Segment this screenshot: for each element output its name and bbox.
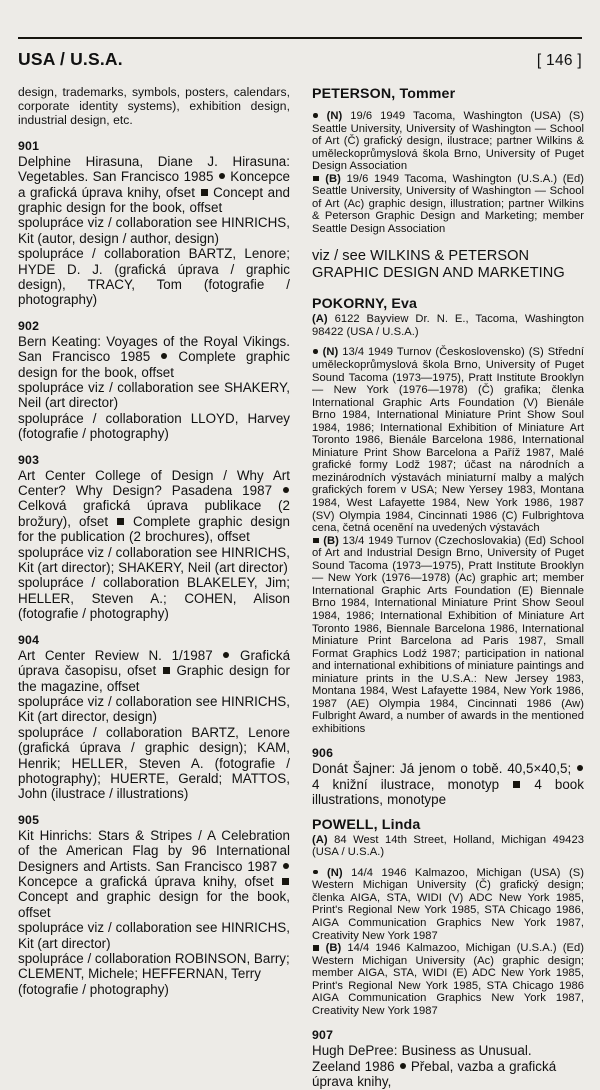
czech-bullet-icon	[313, 870, 318, 875]
english-square-icon	[513, 781, 520, 788]
czech-bullet-icon	[223, 652, 229, 658]
entry-collaboration-line: spolupráce viz / collaboration see HINRICHS, Kit (art director)	[18, 920, 290, 951]
left-column	[18, 85, 291, 997]
entry-czech-text: Grafická úprava časopisu, ofset	[18, 647, 291, 679]
english-square-icon	[313, 945, 319, 951]
entry-czech-text: Koncepce a grafická úprava knihy, ofset	[18, 873, 274, 889]
entry-english-text: Concept and graphic design for the book, offset	[18, 184, 291, 215]
entry-title-text: Kit Hinrichs: Stars & Stripes / A Celebration of the American Flag by 96 International Designers and Artists. San Francisco 1987	[18, 827, 290, 874]
person-given-name: Tommer	[399, 86, 456, 102]
english-square-icon	[282, 878, 289, 885]
bio-czech-text: 13/4 1949 Turnov (Československo) (S) Střední uměleckoprůmyslová škola Brno, University of Puget Sound Tacoma (1973—1975), Pratt Institute Brooklyn — New York (1976—1978) (Č) grafika; členka International Graphic Arts Foundation (V) Bienále Brno 1984, International Miniature Print Show Soul 1984, 1986; International Exhibition of Miniature Art Toronto 1986, Bienále Barcelona 1986, International Miniature Print Show Barcelona a Paříž 1987, Malé grafické formy Lodž 1987; účast na národních a mezinárodních výstavách miniaturní malby a malých grafických forem v USA; New Yersey 1983, Montana 1984, West Lafayette 1984, New York 1986, 1987 (SV) Olympia 1984, Cincinnati 1986 (C) Fulbrightova cena, četná ocenění na uvedených výstavách	[312, 346, 585, 535]
right-column	[312, 86, 585, 1090]
czech-bullet-icon	[161, 353, 167, 359]
entry-description	[18, 648, 290, 694]
person-address	[312, 834, 584, 859]
entry-description	[18, 334, 290, 380]
person-surname: PETERSON,	[312, 86, 396, 102]
address-code-label: (A)	[312, 313, 328, 326]
entry-title-text: Donát Šajner: Já jenom o tobě. 40,5×40,5;	[312, 761, 572, 777]
entry-description	[312, 1043, 584, 1089]
biography-czech	[312, 346, 584, 534]
entry-title-text: Delphine Hirasuna, Diane J. Hirasuna: Vegetables. San Francisco 1985	[18, 153, 290, 185]
entry-description	[18, 154, 290, 216]
entry-czech-text: 4 knižní ilustrace, monotyp	[312, 776, 500, 792]
page-number: [ 146 ]	[536, 51, 582, 69]
person-given-name: Linda	[381, 816, 421, 833]
entry-collaboration-line: spolupráce / collaboration BLAKELEY, Jim; HELLER, Steven A.; COHEN, Alison (fotografie / photography)	[18, 575, 290, 622]
entry-collaboration-line: spolupráce / collaboration LLOYD, Harvey (fotografie / photography)	[18, 410, 290, 442]
entry-collaboration-line: spolupráce viz / collaboration see SHAKERY, Neil (art director)	[18, 380, 290, 411]
bio-code-label: (N)	[326, 110, 343, 122]
czech-bullet-icon	[283, 487, 289, 493]
entry-english-text: Concept and graphic design for the book, offset	[18, 889, 290, 920]
english-square-icon	[201, 189, 208, 196]
czech-bullet-icon	[283, 863, 289, 869]
entry-title-text: Art Center College of Design / Why Art Center? Why Design? Pasadena 1987	[18, 467, 290, 499]
section-divider	[312, 808, 584, 817]
czech-bullet-icon	[313, 113, 318, 118]
czech-bullet-icon	[577, 765, 583, 771]
entry-number: 907	[312, 1028, 334, 1043]
two-column-body	[18, 85, 585, 1090]
bio-english-text: 14/4 1946 Kalmazoo, Michigan (U.S.A.) (Ed) Western Michigan University (Ac) graphic design; member AIGA, STA, WIDI (E) ADC New York 1985, Print's Regional New York 1985, STA Chicago 1986 AIGA Communication Graphics New York 1987, Creativity New York 1987	[312, 942, 585, 1017]
cross-reference: viz / see WILKINS & PETERSON GRAPHIC DESIGN AND MARKETING	[312, 248, 565, 281]
address-code-label: (A)	[312, 833, 328, 846]
english-square-icon	[313, 176, 319, 182]
bio-code-label: (B)	[323, 534, 339, 547]
section-divider	[312, 281, 584, 296]
biography-english	[312, 173, 584, 236]
entry-collaboration-line: spolupráce viz / collaboration see HINRICHS, Kit (autor, design / author, design)	[18, 215, 290, 246]
entry-czech-text: Přebal, vazba a grafická úprava knihy,	[312, 1058, 557, 1090]
entry-number: 901	[18, 138, 40, 153]
person-surname: POKORNY,	[312, 296, 388, 313]
entry-english-text: Complete graphic design for the publication (2 brochures), offset	[18, 513, 291, 545]
entry-number: 906	[312, 746, 334, 761]
entry-collaboration-line: spolupráce / collaboration BARTZ, Lenore (grafická úprava / graphic design); KAM, Henrik; HELLER, Steven A. (fotografie / photography); HUERTE, Gerald; MATTOS, John (ilustrace / illustrations)	[18, 724, 290, 802]
person-heading-peterson	[312, 86, 584, 102]
person-heading-pokorny	[312, 296, 584, 312]
entry-czech-text: Koncepce a grafická úprava knihy, ofset	[18, 169, 291, 200]
person-given-name: Eva	[391, 296, 418, 313]
address-text: 84 West 14th Street, Holland, Michigan 49423 (USA / U.S.A.)	[312, 833, 584, 859]
running-head	[18, 37, 582, 68]
bio-code-label: (B)	[325, 942, 342, 955]
entry-english-text: Complete graphic design for the book, offset	[18, 349, 291, 380]
person-surname: POWELL,	[312, 816, 378, 833]
entry-title-text: Art Center Review N. 1/1987	[18, 647, 213, 663]
bio-english-text: 13/4 1949 Turnov (Czechoslovakia) (Ed) School of Art and Industrial Design Brno, University of Puget Sound Tacoma (1973—1975), Pratt Institute Brooklyn — New York (1976—1978) (Ac) graphic art; member International Graphic Arts Foundation (E) Biennale Brno 1984, International Miniature Print Show Seoul 1984, 1986; International Exhibition of Miniature Art Toronto 1986, Biennale Barcelona 1986, International Miniature Print Barcelona ad Paris 1987, Small Format Graphics Lodź 1987; participation in national and international exhibitions of miniature paintings and miniature prints in the U.S.A.: New Jersey 1983, Montana 1984, West Lafayette 1984, New York 1986, 1987 (AE) Olympia 1984, Cincinnati 1986 (Aw) Fulbright Award, a number of awards in the mentioned exhibitions	[312, 534, 584, 735]
entry-title-text: Hugh DePree: Business as Unusual. Zeeland 1986	[312, 1043, 532, 1074]
bio-code-label: (N)	[327, 866, 343, 879]
entry-description	[18, 828, 290, 920]
biography-czech	[312, 110, 584, 173]
entry-description	[312, 761, 584, 807]
english-square-icon	[313, 538, 319, 544]
entry-english-text: Graphic design for the magazine, offset	[18, 663, 290, 694]
catalog-page	[0, 37, 600, 1090]
person-heading-powell	[312, 817, 584, 833]
entry-number: 904	[18, 632, 40, 647]
entry-title-text: Bern Keating: Voyages of the Royal Vikings. San Francisco 1985	[18, 333, 290, 365]
entry-collaboration-line: spolupráce / collaboration BARTZ, Lenore; HYDE D. J. (grafická úprava / graphic design), TRACY, Tom (fotografie / photography)	[18, 246, 290, 308]
entry-collaboration-line: spolupráce viz / collaboration see HINRICHS, Kit (art director, design)	[18, 693, 290, 725]
english-square-icon	[163, 667, 170, 674]
biography-czech	[312, 867, 584, 942]
bio-code-label: (N)	[322, 346, 339, 359]
entry-collaboration-line: spolupráce viz / collaboration see HINRICHS, Kit (art director); SHAKERY, Neil (art director)	[18, 544, 290, 576]
entry-number: 902	[18, 318, 40, 333]
czech-bullet-icon	[219, 173, 225, 179]
page-title: USA / U.S.A.	[18, 48, 123, 69]
czech-bullet-icon	[400, 1063, 406, 1069]
bio-english-text: 19/6 1949 Tacoma, Washington (U.S.A.) (Ed) Seattle University, University of Washington — School of Art (Ac) graphic design, illustration; partner Wilkins & Peterson Graphic Design and Marketing; member Seattle Design Association	[312, 172, 584, 235]
bio-czech-text: 19/6 1949 Tacoma, Washington (USA) (S) Seattle University, University of Washington — School of Art (Č) grafický design, ilustrace; partner Wilkins & uměleckoprůmyslová škola Brno, University of Puget Design Association	[312, 110, 585, 173]
entry-collaboration-line: spolupráce / collaboration ROBINSON, Barry; CLEMENT, Michele; HEFFERNAN, Terry (fotografie / photography)	[18, 951, 290, 997]
person-address	[312, 313, 584, 338]
entry-english-text: 4 book illustrations, monotype	[312, 776, 584, 808]
bio-code-label: (B)	[325, 172, 341, 185]
czech-bullet-icon	[313, 349, 318, 354]
biography-english	[312, 535, 584, 736]
entry-number: 903	[18, 452, 40, 467]
entry-czech-text: Celková grafická úprava publikace (2 brožury), ofset	[18, 498, 290, 529]
english-square-icon	[117, 518, 124, 525]
continued-paragraph: design, trademarks, symbols, posters, calendars, corporate identity systems), exhibition design, industrial design, etc.	[18, 85, 290, 127]
entry-number: 905	[18, 812, 40, 827]
entry-description	[18, 468, 290, 545]
biography-english	[312, 942, 584, 1017]
address-text: 6122 Bayview Dr. N. E., Tacoma, Washington 98422 (USA / U.S.A.)	[312, 313, 584, 338]
bio-czech-text: 14/4 1946 Kalmazoo, Michigan (USA) (S) Western Michigan University (Č) grafický design; členka AIGA, STA, WIDI (V) ADC New York 1985, Print's Regional New York 1985, STA Chicago 1986, AIGA Communication Graphics New York 1987, Creativity New York 1987	[312, 866, 585, 942]
